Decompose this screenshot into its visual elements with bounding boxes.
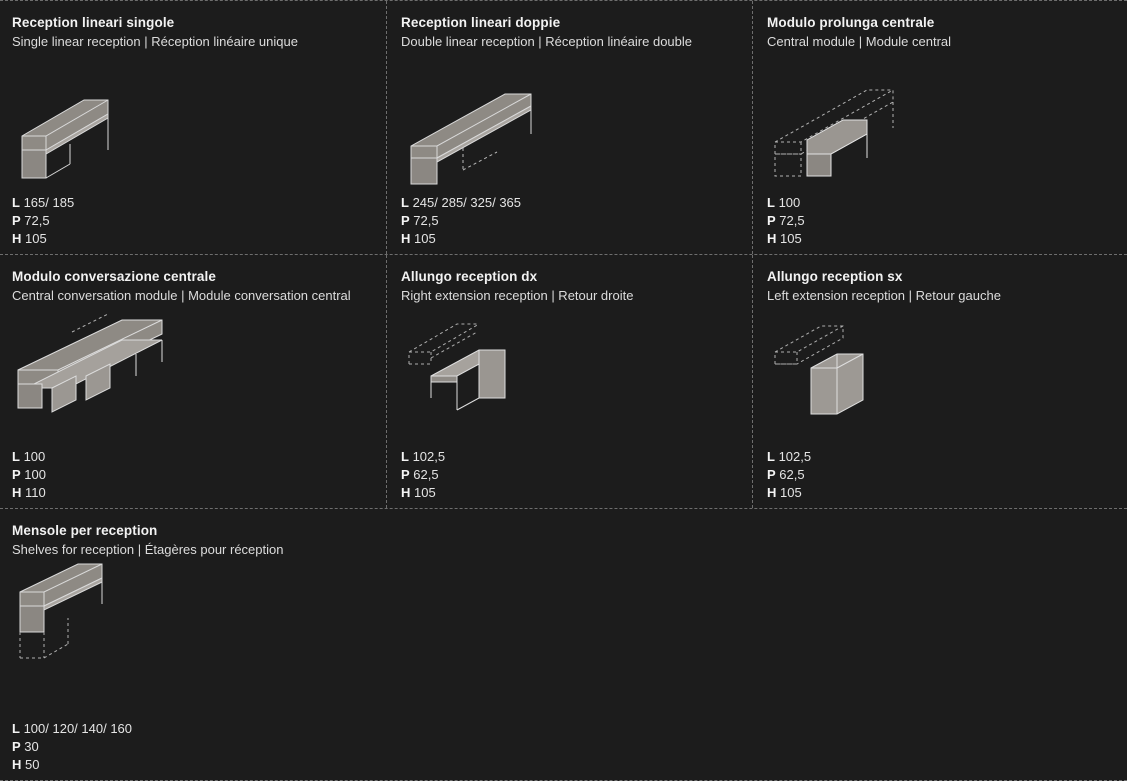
product-subtitle: Double linear reception | Réception linéaire double xyxy=(401,34,693,49)
dim-value: 50 xyxy=(25,757,40,772)
product-dimensions xyxy=(12,720,1127,774)
dim-key: L xyxy=(401,449,409,464)
dim-value: 30 xyxy=(24,739,39,754)
dim-value: 110 xyxy=(25,485,46,500)
product-card-allungo-reception-sx xyxy=(752,255,1127,508)
dim-key: L xyxy=(12,449,20,464)
product-title: Reception lineari singole xyxy=(12,15,175,30)
product-subtitle: Central module | Module central xyxy=(767,34,952,49)
dim-value: 62,5 xyxy=(779,467,805,482)
dim-key: H xyxy=(12,485,22,500)
product-card-reception-lineari-singole xyxy=(0,1,386,254)
product-dimensions xyxy=(767,448,1127,502)
product-figure-left-extension-reception xyxy=(767,312,1127,444)
dim-key: L xyxy=(12,195,20,210)
product-row-1 xyxy=(0,0,1127,254)
product-row-2 xyxy=(0,254,1127,508)
product-subtitle: Shelves for reception | Étagères pour réception xyxy=(12,542,284,557)
product-dimensions xyxy=(12,194,386,248)
product-dimensions xyxy=(401,448,752,502)
dim-key: P xyxy=(12,739,21,754)
dim-key: H xyxy=(767,231,777,246)
dim-key: L xyxy=(12,721,20,736)
dim-key: H xyxy=(12,757,22,772)
product-subtitle: Single linear reception | Réception linéaire unique xyxy=(12,34,298,49)
product-figure-right-extension-reception xyxy=(401,312,752,444)
dim-key: P xyxy=(767,213,776,228)
dim-value: 72,5 xyxy=(779,213,805,228)
dim-value: 105 xyxy=(780,485,802,500)
dim-key: L xyxy=(767,195,775,210)
product-row-3 xyxy=(0,508,1127,780)
product-card-modulo-conversazione-centrale xyxy=(0,255,386,508)
product-figure-shelves-for-reception xyxy=(12,566,1127,716)
dim-value: 100 xyxy=(24,467,46,482)
dim-key: H xyxy=(401,485,411,500)
dim-value: 105 xyxy=(25,231,47,246)
product-title: Mensole per reception xyxy=(12,523,158,538)
product-figure-central-module xyxy=(767,58,1127,190)
product-card-reception-lineari-doppie xyxy=(386,1,752,254)
dim-value: 102,5 xyxy=(778,449,812,464)
dim-value: 100 xyxy=(23,449,46,464)
product-subtitle: Central conversation module | Module conversation central xyxy=(12,288,351,303)
dim-key: P xyxy=(401,467,410,482)
product-subtitle: Right extension reception | Retour droite xyxy=(401,288,634,303)
dim-value: 105 xyxy=(414,231,436,246)
product-card-allungo-reception-dx xyxy=(386,255,752,508)
dim-key: P xyxy=(767,467,776,482)
dim-value: 105 xyxy=(780,231,802,246)
product-dimensions xyxy=(12,448,386,502)
dim-key: H xyxy=(767,485,777,500)
product-title: Modulo prolunga centrale xyxy=(767,15,935,30)
dim-key: H xyxy=(401,231,411,246)
dim-key: H xyxy=(12,231,22,246)
product-title: Allungo reception dx xyxy=(401,269,538,284)
dim-value: 100 xyxy=(778,195,801,210)
dim-value: 100/ 120/ 140/ 160 xyxy=(23,721,133,736)
dim-key: P xyxy=(12,467,21,482)
product-card-mensole-per-reception xyxy=(0,509,1127,780)
product-figure-single-linear-reception xyxy=(12,58,386,190)
dim-value: 72,5 xyxy=(24,213,50,228)
product-subtitle: Left extension reception | Retour gauche xyxy=(767,288,1001,303)
dim-value: 105 xyxy=(414,485,436,500)
dim-value: 245/ 285/ 325/ 365 xyxy=(412,195,522,210)
dim-key: P xyxy=(401,213,410,228)
product-figure-central-conversation-module xyxy=(12,312,386,444)
dim-key: L xyxy=(401,195,409,210)
dim-value: 72,5 xyxy=(413,213,439,228)
dim-key: L xyxy=(767,449,775,464)
product-dimensions xyxy=(767,194,1127,248)
dim-value: 165/ 185 xyxy=(23,195,75,210)
dim-value: 102,5 xyxy=(412,449,446,464)
product-card-modulo-prolunga-centrale xyxy=(752,1,1127,254)
product-figure-double-linear-reception xyxy=(401,58,752,190)
product-title: Modulo conversazione centrale xyxy=(12,269,216,284)
dim-value: 62,5 xyxy=(413,467,439,482)
dim-key: P xyxy=(12,213,21,228)
product-title: Allungo reception sx xyxy=(767,269,903,284)
product-dimensions xyxy=(401,194,752,248)
product-title: Reception lineari doppie xyxy=(401,15,561,30)
